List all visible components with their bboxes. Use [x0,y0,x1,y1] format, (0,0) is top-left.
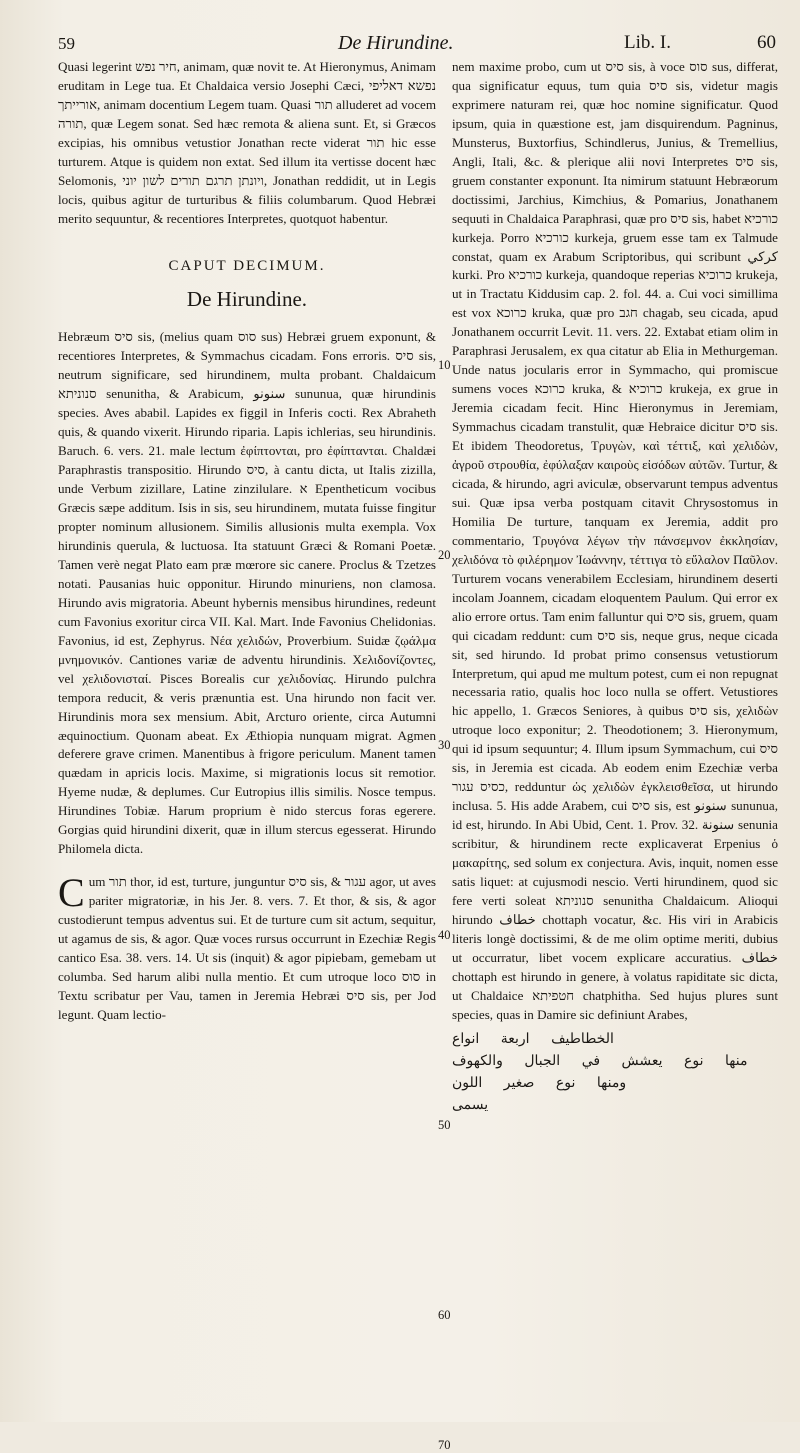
intro-paragraph: Quasi legerint חיר נפש, animam, quæ novit te. At Hieronymus, Animam eruditam in Lege tua. Et Chaldaica versio Josephi Cæci, נפשא דאליפי אורייתך, animam docentium Legem tuam. Quasi תור alluderet ad vocem תורה, quæ Legem sonat. Sed hæc remota & aliena sunt. Et, si Græcos excipias, his omnibus vetustior Jonathan recte viderat תור hic esse turturem. Atque is quidem non extat. Sed illum ita vertisse docent hæc Selomonis, ויונתן תרגם תורים לשון יוני, Jonathan reddidit, ut in Legis locis, quibus agitur de turturibus & filiis columbarum. Quod Hebræi merito sequuntur, & recentiores Interpretes, quotquot habentur. [58,59,437,226]
left-column [58,58,436,1025]
chapter-summary: Hebræum סיס sis, (melius quam סוס sus) Hebræi gruem exponunt, & recentiores Interpretes, & Symmachus cicadam. Fons erroris. סיס sis, neutrum significare, sed hirundinem, multa probant. Chaldaicum סנוניתא senunitha, & Arabicum, سنونو sununua, quæ hirundinis species. Aves ababil. Lapides ex figgil in Inferis cocti. Rex Abraheth quis, & quando vixerit. Hirundo riparia. Lapis ichlerias, seu hirundinis. Baruch. 6. vers. 21. male lectum ἐφίπτονται, pro ἐφίπτανται. Chaldæi Paraphrastis transpositio. Hirundo סיס, à cantu dicta, ut Italis zizilla, unde Verbum zizillare, Latine zinzilulare. א Epentheticum vocibus Græcis sæpe additum. Isis in sis, seu hirundinem, mutata fuisse fingitur propter nominum allusionem. Similis allusionis multa exempla. Vox hirundinis querula, & luctuosa. Ita statuunt Græci & Romani Poetæ. Tamen verè negat Plato eam præ mœrore sic canere. Proclus & Tzetzes notati. Pausanias huic opponitur. Hirundo minuriens, non clamosa. Hirundo avis migratoria. Abeunt hybernis mensibus hirundines, redeunt cum Favonius exoritur circa VII. Kal. Mart. Inde Favonius Chelidonias. Favonius, id est, Zephyrus. Νέα χελιδών, Proverbium. Suidæ ζῳάλμα μνημονικόν. Cantiones variæ de adventu hirundinis. Χελιδονίζοντες, vel χελιδονισταί. Pisces Borealis cur χελιδονίας. Hirundo pulchra tempora reducit, & veris prænuntia est. Una hirundo non facit ver. Hirundinis mora sex mensium. Abit, Arcturo oriente, circa Autumni æquinoctium. Quonam abeat. Ex Æthiopia nunquam migrat. Agmen deferere grave crimen. Manentibus à frigore periculum. Manent tamen quædam in apricis locis. Maxime, si migrationis locus sit remotior. Hyeme nudæ, & deplumes. Cur Eutropius illis similis. Nosce tempus. Hirundines Tobiæ. Harum proprium è nido stercus foras egerere. Gorgias quid hirundini dixerit, quæ in illum stercus egesserat. Hirundo Philomela dicta. [58,329,437,857]
line-number: 60 [438,1308,451,1322]
running-header [58,30,782,56]
arabic-line: الخطاطيف اربعة انواع [452,1031,614,1047]
chapter-heading: CAPUT DECIMUM. [168,257,326,274]
drop-cap: C [58,870,85,916]
arabic-line: يسمى [452,1097,489,1113]
line-number: 10 [438,358,451,372]
arabic-line: منها نوع يعشش في الجبال والكهوف [452,1053,748,1069]
page-number-left: 59 [58,34,75,53]
arabic-line: ومنها نوع صغير اللون [452,1075,627,1091]
chapter-body-start [58,870,436,1025]
line-number: 30 [438,738,451,752]
right-body: nem maxime probo, cum ut סיס sis, à voce סוס sus, differat, qua significatur equus, tum quia סיס sis, videtur magis exprimere naturam rei, quæ hoc nomine significatur. Quod ipsum, quia in quæstione est, jam disquirendum. Pagninus, Munsterus, Buxtorfius, Schindlerus, Junius, & Tremellius, Angli, Itali, &c. & plerique alii novi Interpretes סיס sis, gruem constanter exponunt. Ita nimirum statuunt Hebræorum doctissimi, Jarchius, Kimchius, & Pomarius, Jonathanem sequuti in Chaldaica Paraphrasi, quæ pro סיס sis, habet כורכיא kurkeja. Porro כורכיא kurkeja, gruem esse tam ex Talmude constat, quam ex Arabum Scriptoribus, qui scribunt كركي kurki. Pro כורכיא kurkeja, quandoque reperias כרוכיא krukeja, ut in Tractatu Kiddusim cap. 2. fol. 44. a. Cui voci simillima est vox כרוכא kruka, quæ pro חגב chagab, seu cicada, apud Jonathanem occurrit Levit. 11. vers. 22. Extabat etiam olim in Paraphrasi Jerusalem, ex qua citatur ab Elia in Methurgeman. Unde natus jocularis error in Symmacho, qui promiscue sumens voces כרוכא kruka, & כרוכיא krukeja, ex grue in Jeremia cicadam fecit. Hinc Hieronymus in Jeremiam, Symmachus cicadam transtulit, quæ Hebraice dicitur סיס sis. Et ibidem Theodoretus, Τρυγὼν, καὶ τέττιξ, καὶ χελιδὼν, ἀγροῦ στρουθία, ἐφύλαξαν καιροὺς εἰσόδων αὐτῶν. Turtur, & cicada, & hirundo, agri aviculæ, observarunt tempus adventus sui. Quæ ipsa verba postquam citavit Chrysostomus in Homilia De turture, tanquam ex Jeremia, addit pro commentario, Τρυγόνα λέγων τὴν πάνσεμνον ἐκκλησίαν, χελιδόνα τὸ φιλέρημον Ἰωάννην, τέττιγα τὸ εὔλαλον Παῦλον. Turturem vocans venerabilem Ecclesiam, hirundinem deserti incolam Joannem, cicadam eloquentem Paulum. Qui error ex alio errore ortus. Tam enim falluntur qui סיס sis, gruem, quam qui cicadam reddunt: cum סיס sis, neque grus, neque cicada sit, sed hirundo. Id probat primo consensus vetustiorum Interpretum, qui apud me multum potest, cum ei non repugnat necessaria ratio, qualis hoc loco nulla se offert. Vetustiores hic appello, 1. Græcos Seniores, à quibus סיס sis, χελιδὼν utroque loco exponitur; 2. Theodotionem; 3. Hieronymum, qui id ipsum sequuntur; 4. Illum ipsum Symmachum, cui סיס sis, in Jeremia est cicada. Ab eodem enim Ezechiæ verba כסיס עגור, redduntur ὡς χελιδὼν ἐγκλεισθεῖσα, ut hirundo inclusa. 5. His adde Arabem, cui סיס sis, est سنونو sununua, id est, hirundo. In Abi Ubid, Cent. 1. Prov. 32. سنونة senunia scribitur, & hirundinem recte explicaverat Erpenius ὁ μακαρίτης, sed solum ex conjectura. Avis, inquit, nomen esse satis liquet: at cujusmodi nescio. Verti hirundinem, quod sic fere verti soleat סנוניתא senunitha Chaldaicum. Alioqui hirundo خطاف chottaph vocatur, &c. His viri in Arabicis literis longè doctissimi, & de me olim optime meriti, dubius ut occurratur, libet vocem explicare accuratius. خطاف chottaph est hirundo in genere, à volatus rapiditate sic dicta, ut Chaldaice חטפיתא chatphitha. Sed hujus plures sunt species, quas in Damire sic definiunt Arabes, [452,59,779,1022]
chapter-body-text: um תור thor, id est, turture, junguntur סיס sis, & עגור agor, ut aves pariter migratoriæ, in his Jer. 8. vers. 7. Et thor, & sis, & agor custodierunt tempus adventus sui. Et de turture cum sit actum, sequitur, ut agamus de sis, & agor. Quæ voces rursus occurrunt in Ezechiæ Regis cantico Esa. 38. vers. 14. Ut sis (inquit) & agor pipiebam, gemebam ut columba. Sed harum alibi nulla mentio. Et cum utroque loco סוס in Textu scribatur per Vau, tamen in Jeremia Hebræi סיס sis, per Jod legunt. Quam lectio- [58,874,436,1022]
line-number: 70 [438,1438,451,1452]
line-number: 20 [438,548,451,562]
right-column [452,58,778,1117]
page-number-right: 60 [757,32,776,53]
arabic-quotation [452,1029,778,1117]
line-number: 50 [438,1118,451,1132]
running-title: De Hirundine. [338,32,454,54]
chapter-title: De Hirundine. [186,286,308,311]
book-number: Lib. I. [624,32,671,53]
line-number: 40 [438,928,451,942]
